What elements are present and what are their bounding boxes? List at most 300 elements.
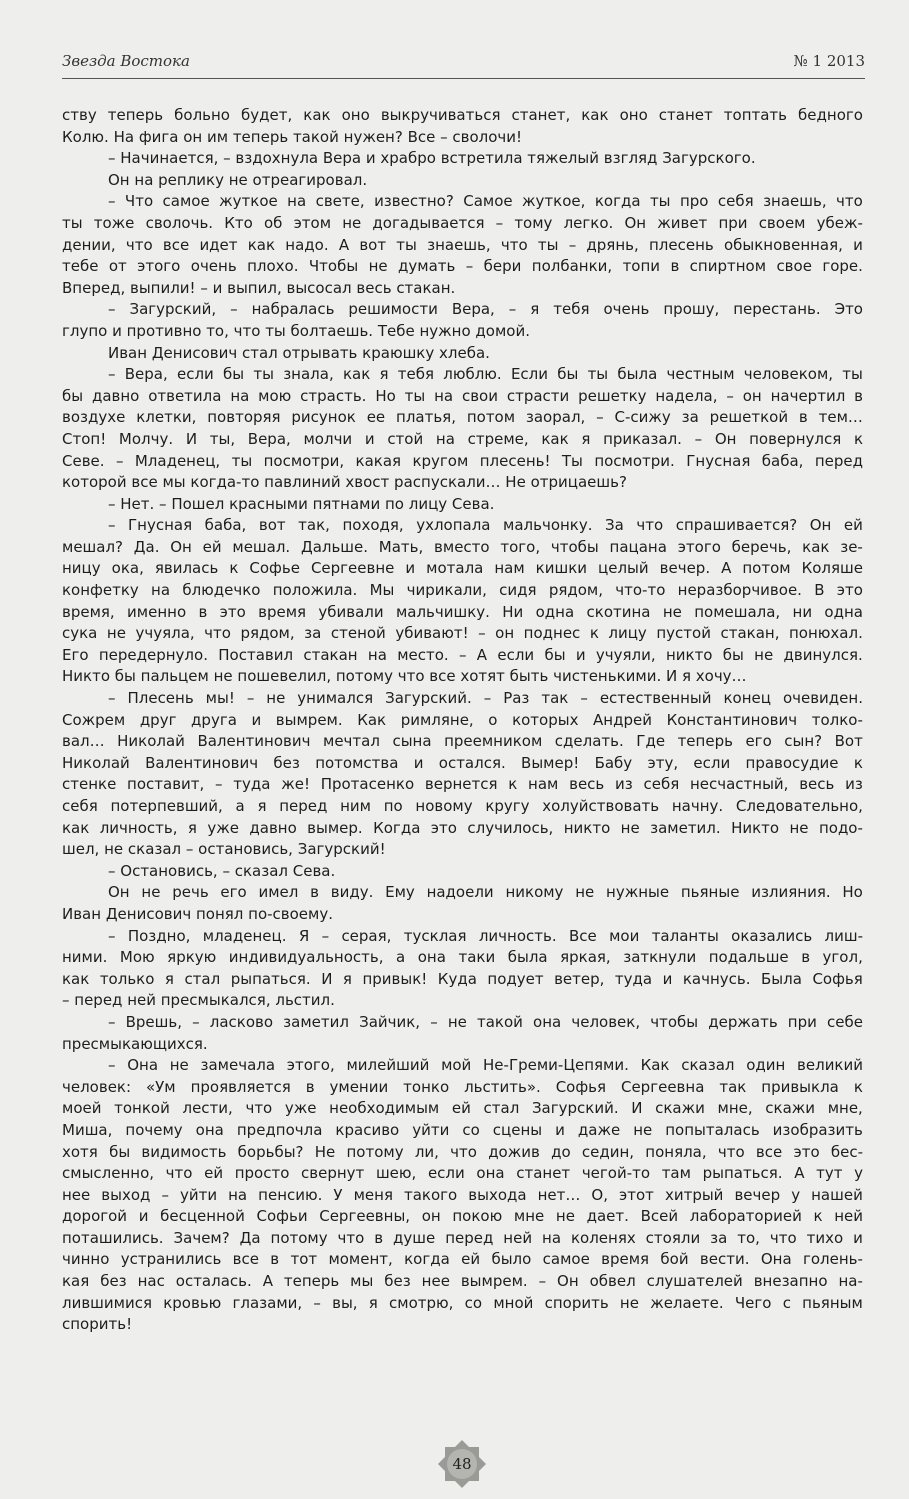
text-line (62, 148, 863, 170)
word: ветер, (554, 969, 605, 988)
word: Чего (734, 1293, 772, 1312)
word: зе- (840, 537, 863, 556)
word: и (251, 710, 262, 729)
word: человек, (571, 1012, 641, 1031)
word: горе. (822, 257, 863, 276)
word: свои (461, 386, 498, 405)
word: не (368, 257, 388, 276)
word: льстить». (464, 1077, 541, 1096)
word: бесценной (160, 1207, 245, 1226)
word: сцены (492, 1120, 543, 1139)
word: мальчишку. (395, 602, 490, 621)
word: лицу (608, 624, 647, 643)
word: мой (441, 1056, 472, 1075)
text-line (62, 1034, 863, 1056)
word: туда (614, 969, 653, 988)
word: живет (657, 213, 708, 232)
word: сука (62, 624, 98, 643)
word: оно (619, 106, 648, 124)
word: Самое (463, 192, 513, 211)
word: А (794, 1164, 805, 1183)
text-line (62, 580, 863, 602)
word: – (465, 257, 474, 276)
word: покою (452, 1207, 503, 1226)
word: весь (799, 775, 835, 794)
word: поташились. (62, 1228, 164, 1247)
word: весь (569, 775, 605, 794)
word: о (488, 710, 498, 729)
running-header (62, 50, 865, 79)
text-line (62, 1271, 863, 1293)
word: этого (137, 257, 181, 276)
word: Если (510, 365, 548, 384)
line-text: Никто бы пальцем не пошевелил, потому что все хотят быть чистенькими. И я хочу… (62, 667, 747, 686)
word: его (220, 883, 247, 902)
word: случилось, (467, 818, 554, 837)
word: что (717, 1142, 745, 1161)
word: повернулся (749, 429, 842, 448)
word: в (198, 602, 208, 621)
word: без (273, 753, 300, 772)
word: пустой (656, 624, 711, 643)
word: молчи (303, 429, 353, 448)
text-line (62, 537, 863, 559)
text-line (62, 861, 863, 883)
word: и (138, 1207, 149, 1226)
word: О, (591, 1185, 608, 1204)
word: в (801, 948, 811, 967)
line-text: Иван Денисович стал отрывать краюшку хлеба. (108, 343, 490, 362)
line-text: Колю. На фига он им теперь такой нужен? Все – сволочи! (62, 127, 523, 146)
word: жуткое (219, 192, 278, 211)
word: А (476, 645, 488, 664)
word: Это (834, 300, 863, 319)
word: свернут (301, 1164, 365, 1183)
word: красиво (335, 1120, 400, 1139)
word: не (447, 1012, 467, 1031)
word: «Ум (145, 1077, 176, 1096)
word: от (108, 257, 127, 276)
word: он (495, 624, 515, 643)
word: я (342, 969, 352, 988)
word: ты, (209, 429, 236, 448)
text-line (62, 796, 863, 818)
word: Мать, (378, 537, 424, 556)
text-line (62, 494, 863, 516)
word: ни (792, 602, 813, 621)
word: никому (505, 883, 564, 902)
word: ними. (62, 948, 108, 967)
word: Коляше (801, 559, 863, 578)
word: теперь (677, 732, 733, 751)
word: осталась. (175, 1272, 252, 1291)
word: при (718, 213, 748, 232)
word: мои (609, 926, 640, 945)
word: убивают! (395, 624, 469, 643)
word: вернется (424, 775, 498, 794)
word: вести. (699, 1250, 750, 1269)
word: это (219, 602, 246, 621)
word: что (836, 192, 863, 211)
word: – (215, 775, 223, 794)
word: за (710, 1228, 728, 1247)
word: и (853, 235, 863, 254)
word: давно (249, 818, 297, 837)
word: Мы (369, 581, 395, 600)
word: очевиден. (782, 689, 863, 708)
word: Загурский. (531, 1099, 619, 1118)
text-line (62, 818, 863, 840)
word: в (305, 1077, 315, 1096)
word: моей (62, 1099, 102, 1118)
word: полбанки, (531, 257, 613, 276)
word: Следовательно, (735, 797, 863, 815)
word: посмотри. (594, 451, 675, 470)
word: какая (355, 451, 402, 470)
word: она (476, 1164, 505, 1183)
word: Вот (834, 732, 863, 751)
text-line (62, 1293, 863, 1315)
word: Он (809, 516, 832, 535)
word: плесень (648, 235, 714, 254)
word: – (596, 408, 604, 427)
word: предпочла (236, 1120, 323, 1139)
text-line (62, 1314, 863, 1336)
word: на (287, 192, 307, 211)
word: тот (290, 1250, 318, 1269)
text-line (62, 429, 863, 451)
word: баба, (761, 451, 804, 470)
line-text: – Нет. – Пошел красными пятнами по лицу Сева. (108, 494, 495, 513)
word: бы (109, 1142, 131, 1161)
word: как (62, 818, 90, 837)
text-line (62, 515, 863, 537)
word: стреме, (467, 429, 529, 448)
word: убивали (318, 602, 384, 621)
word: пьяные (680, 883, 740, 902)
word: сволочь. (145, 213, 214, 232)
word: не (633, 1120, 653, 1139)
word: когда (404, 1250, 450, 1269)
word: качнусь. (682, 969, 751, 988)
word: не (575, 883, 595, 902)
word: а (396, 948, 406, 967)
word: я (164, 969, 174, 988)
word: ней (503, 1228, 533, 1247)
text-line (62, 1185, 863, 1207)
word: вот (258, 516, 286, 535)
word: решеткой (709, 408, 789, 427)
word: Его (62, 645, 89, 664)
word: как (581, 106, 609, 124)
word: плесень! (479, 451, 551, 470)
word: и (662, 969, 673, 988)
word: к (853, 1077, 863, 1096)
word: Но (375, 386, 396, 405)
word: – (108, 1056, 116, 1075)
word: Ни (502, 602, 524, 621)
word: один (746, 1056, 786, 1075)
word: этот (619, 1185, 654, 1204)
text-line (62, 904, 863, 926)
word: он (421, 1207, 441, 1226)
word: свете, (315, 192, 365, 211)
word: устранились (120, 1250, 222, 1269)
word: попыталась (665, 1120, 760, 1139)
text-line (62, 1012, 863, 1034)
word: это (793, 1142, 820, 1161)
word: уже (284, 1099, 317, 1118)
word: она (195, 1120, 224, 1139)
word: У (333, 1185, 343, 1204)
word: знаешь, (763, 192, 827, 211)
word: пьяным (802, 1293, 863, 1312)
word: страсть. (300, 386, 367, 405)
word: Сергеевны, (319, 1207, 411, 1226)
word: – (580, 689, 588, 708)
word: на (434, 386, 454, 405)
word: – (568, 235, 577, 254)
word: Он (714, 429, 737, 448)
word: даже (577, 1120, 621, 1139)
word: меня (353, 1185, 393, 1204)
word: она (417, 948, 446, 967)
word: Ему (385, 883, 415, 902)
word: передернуло. (98, 645, 208, 664)
word: Зачем? (173, 1228, 230, 1247)
word: я (257, 797, 267, 815)
text-line (62, 364, 863, 386)
word: потерпевший, (110, 797, 223, 815)
text-line (62, 170, 863, 192)
word: друга (191, 710, 237, 729)
word: вал… (62, 732, 105, 751)
word: стал (483, 1099, 520, 1118)
word: все (755, 1142, 783, 1161)
word: обвел (589, 1272, 636, 1291)
word: Софьи (256, 1207, 308, 1226)
word: ее (366, 408, 386, 427)
line-text: спорить! (62, 1315, 133, 1334)
word: выхода (468, 1185, 527, 1204)
word: беречь, (731, 537, 792, 556)
word: Он (108, 883, 130, 902)
word: бы (557, 365, 579, 384)
word: тонко (403, 1077, 450, 1096)
word: ним (340, 797, 371, 815)
word: что (450, 1142, 477, 1161)
word: Константинович (666, 710, 798, 729)
word: несчастный, (689, 775, 789, 794)
word: воздухе (62, 408, 126, 427)
word: не (620, 818, 640, 837)
word: – (108, 300, 116, 319)
word: тоже (93, 213, 135, 232)
word: подует (487, 969, 544, 988)
word: а (235, 797, 245, 815)
word: ли, (414, 1142, 439, 1161)
word: его (745, 732, 772, 751)
word: этого, (286, 1056, 335, 1075)
word: римляне, (400, 710, 474, 729)
word: заметил (283, 1012, 349, 1031)
word: Софья (812, 969, 863, 988)
word: положила. (272, 581, 358, 600)
word: Поставил (218, 645, 294, 664)
word: Раз (503, 689, 530, 708)
word: вымер. (307, 818, 363, 837)
word: тому (514, 213, 553, 232)
text-line (62, 1142, 863, 1164)
word: платья, (396, 408, 456, 427)
word: за (304, 624, 322, 643)
text-line (62, 1055, 863, 1077)
word: поняла, (645, 1142, 707, 1161)
word: – (108, 365, 116, 384)
word: себя (643, 775, 680, 794)
word: топи (622, 257, 661, 276)
word: ству (62, 106, 97, 124)
word: об (263, 213, 283, 232)
text-line (62, 839, 863, 861)
word: ты (587, 365, 609, 384)
word: – (459, 645, 467, 664)
word: тонкой (114, 1099, 170, 1118)
line-text: Иван Денисович понял по-своему. (62, 904, 333, 923)
word: правосудие (745, 753, 839, 772)
word: спиртном (689, 257, 767, 276)
word: индивидуальность, (228, 948, 384, 967)
word: тихо (806, 1228, 844, 1247)
word: Врешь, (125, 1012, 182, 1031)
word: речь (172, 883, 209, 902)
word: такой (477, 1012, 523, 1031)
word: так (541, 689, 569, 708)
word: потом (742, 559, 791, 578)
line-text: пресмыкающихся. (62, 1034, 208, 1053)
word: время (258, 602, 307, 621)
word: Молчу. (118, 429, 174, 448)
word: что (500, 235, 528, 254)
word: если (693, 753, 731, 772)
word: потомства (315, 753, 399, 772)
word: в (854, 386, 863, 405)
word: надоели (426, 883, 494, 902)
word: седин, (581, 1142, 635, 1161)
word: конфетку (62, 581, 139, 600)
word: эту, (647, 753, 679, 772)
word: была (617, 365, 658, 384)
text-line (62, 926, 863, 948)
word: с (782, 1293, 791, 1312)
word: перед (279, 797, 328, 815)
word: необходимым (329, 1099, 440, 1118)
word: мне (513, 1207, 545, 1226)
word: сына (392, 732, 432, 751)
word: – (430, 1012, 438, 1031)
page-number: 48 (452, 1455, 472, 1473)
word: Протасенко (320, 775, 415, 794)
word: как (342, 365, 371, 384)
page-number-badge (436, 1438, 488, 1490)
word: очень (190, 257, 237, 276)
word: и (555, 1120, 565, 1139)
word: я (379, 365, 389, 384)
word: кая (62, 1272, 90, 1291)
word: по (383, 797, 403, 815)
word: ты (253, 365, 274, 384)
word: я (187, 818, 197, 837)
word: из (845, 775, 863, 794)
word: умении (329, 1077, 389, 1096)
word: что (204, 624, 231, 643)
word: не (169, 1056, 189, 1075)
word: про (679, 192, 709, 211)
word: стой (387, 429, 424, 448)
word: станет, (511, 106, 571, 124)
word: мечтал (323, 732, 380, 751)
word: учуяла, (135, 624, 195, 643)
word: Но (842, 883, 863, 902)
word: Зайчик, (359, 1012, 421, 1031)
word: оказались (731, 926, 813, 945)
word: Да (239, 1228, 261, 1247)
word: станет (658, 106, 713, 124)
word: смотрю, (389, 1293, 454, 1312)
word: Севе. (62, 451, 105, 470)
word: сын? (784, 732, 823, 751)
word: было (491, 1250, 532, 1269)
word: я (368, 1293, 378, 1312)
word: почему (125, 1120, 183, 1139)
text-line (62, 127, 863, 149)
word: в (798, 408, 808, 427)
word: за (681, 408, 699, 427)
body-text (62, 105, 863, 1336)
text-line (62, 191, 863, 213)
word: друг (139, 710, 177, 729)
word: перед (814, 451, 863, 470)
word: пацана (609, 537, 667, 556)
word: кишки (535, 559, 588, 578)
word: мою (258, 386, 292, 405)
text-line (62, 645, 863, 667)
word: на (435, 429, 455, 448)
word: – (495, 213, 504, 232)
word: изобразить (772, 1120, 863, 1139)
word: лиш- (824, 926, 863, 945)
word: За (605, 516, 624, 535)
word: человек: (62, 1077, 132, 1096)
word: рядом, (240, 624, 295, 643)
text-line (62, 386, 863, 408)
text-line (62, 213, 863, 235)
word: только (99, 969, 155, 988)
word: дрянь, (586, 235, 639, 254)
word: заметил. (650, 818, 721, 837)
word: что (245, 1099, 273, 1118)
word: если (497, 645, 535, 664)
text-line (62, 666, 863, 688)
word: заорал, (525, 408, 586, 427)
word: страсти (506, 386, 570, 405)
word: Дальше. (300, 537, 369, 556)
word: самое (542, 1250, 590, 1269)
word: мы! (205, 689, 235, 708)
word: уйти (412, 1120, 450, 1139)
word: унимался (297, 689, 374, 708)
word: начертил (770, 386, 846, 405)
